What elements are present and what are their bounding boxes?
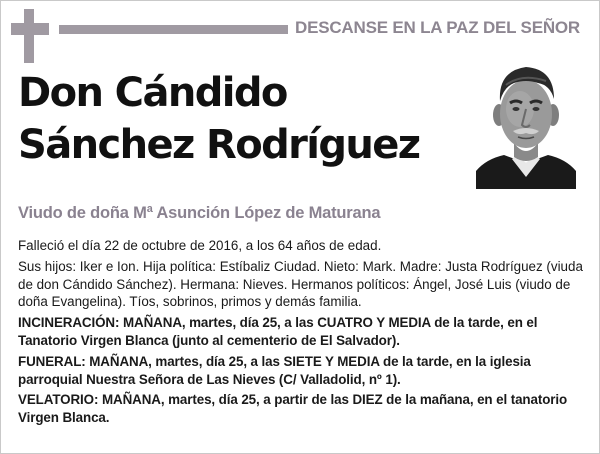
funeral-notice: FUNERAL: MAÑANA, martes, día 25, a las SIETE Y MEDIA de la tarde, en la iglesia parroquial Nuestra Señora de Las Nieves (C/ Valladolid, nº 1). xyxy=(18,353,531,387)
wake-notice: VELATORIO: MAÑANA, martes, día 25, a partir de las DIEZ de la mañana, en el tanatorio Virgen Blanca. xyxy=(18,392,568,426)
header-divider xyxy=(59,25,288,34)
deceased-name xyxy=(18,67,468,171)
header-title: DESCANSE EN LA PAZ DEL SEÑOR xyxy=(295,18,581,37)
widow-of-line: Viudo de doña Mª Asunción López de Maturana xyxy=(18,204,381,222)
cross-icon-horizontal-bar xyxy=(11,23,49,35)
cross-icon-vertical-bar xyxy=(24,9,34,63)
family-text: Sus hijos: Iker e Ion. Hija política: Estíbaliz Ciudad. Nieto: Mark. Madre: Justa Rodríguez (viuda de don Cándido Sánchez). Hermana: Nieves. Hermanos políticos: Ángel, José Luis (viudo de doña Evangelina). Tíos, sobrinos, primos y demás familia. xyxy=(18,258,583,310)
portrait-photo xyxy=(476,59,576,189)
name-line-1: Don Cándido xyxy=(18,70,287,116)
obituary-body xyxy=(18,237,586,430)
name-line-2: Sánchez Rodríguez xyxy=(18,122,420,168)
cremation-notice: INCINERACIÓN: MAÑANA, martes, día 25, a las CUATRO Y MEDIA de la tarde, en el Tanatorio Virgen Blanca (junto al cementerio de El Salvador). xyxy=(18,315,538,348)
death-date-text: Falleció el día 22 de octubre de 2016, a los 64 años de edad. xyxy=(18,238,382,253)
